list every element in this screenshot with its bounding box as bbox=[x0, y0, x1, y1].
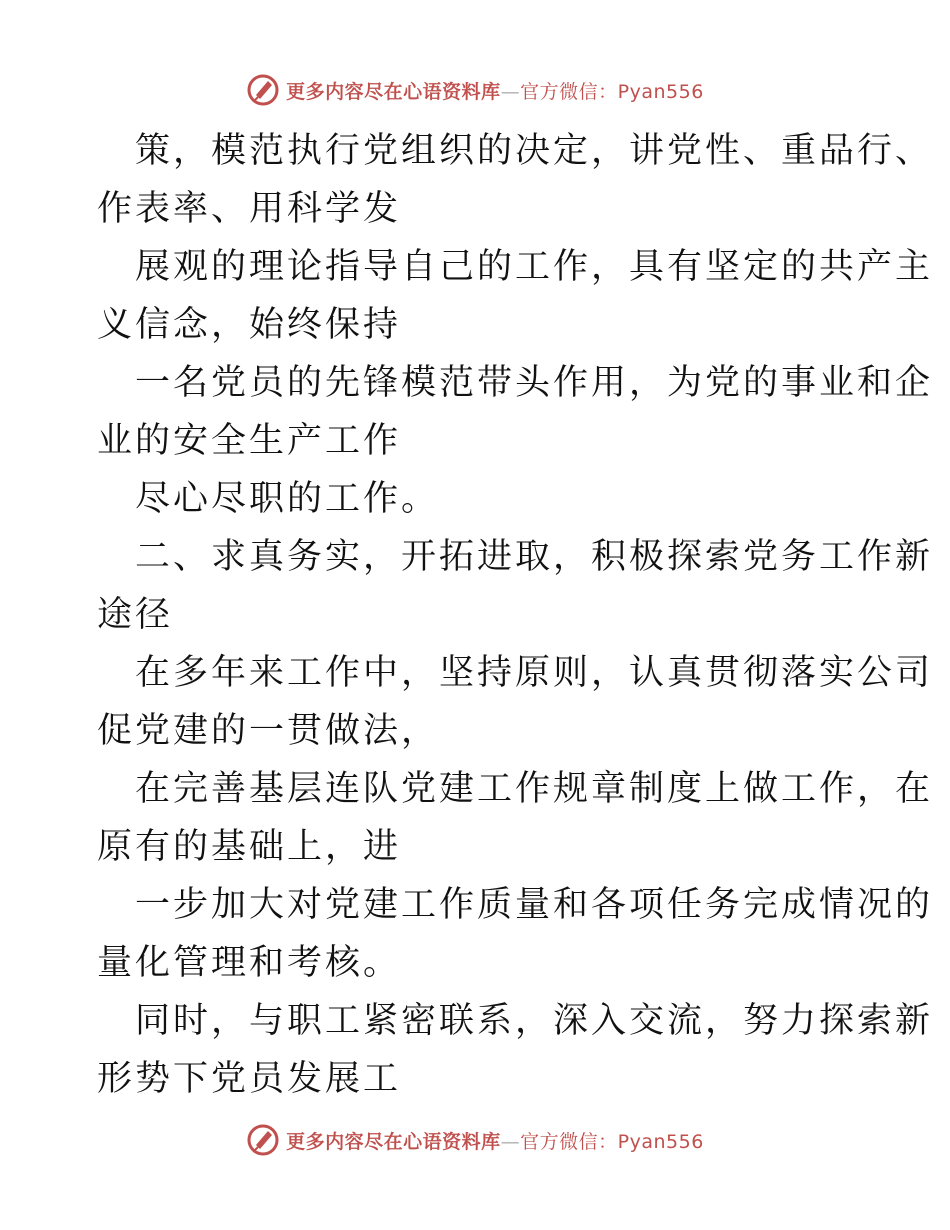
text-line: 一名党员的先锋模范带头作用，为党的事业和企 bbox=[135, 363, 934, 403]
text-line: 展观的理论指导自己的工作，具有坚定的共产主 bbox=[135, 247, 934, 287]
watermark-dash: — bbox=[500, 80, 521, 103]
watermark-text bbox=[286, 1127, 704, 1154]
text-line: 二、求真务实，开拓进取，积极探索党务工作新 bbox=[135, 537, 934, 577]
watermark-dash: — bbox=[500, 1130, 521, 1153]
watermark-main: 更多内容尽在心语资料库 bbox=[286, 1130, 501, 1153]
text-line: 策，模范执行党组织的决定，讲党性、重品行、 bbox=[135, 131, 934, 171]
watermark-contact: 官方微信：Pyan556 bbox=[520, 80, 704, 103]
text-line: 在完善基层连队党建工作规章制度上做工作，在 bbox=[135, 769, 934, 809]
watermark-contact: 官方微信：Pyan556 bbox=[520, 1130, 704, 1153]
watermark-main: 更多内容尽在心语资料库 bbox=[286, 80, 501, 103]
text-line: 作表率、用科学发 bbox=[97, 189, 402, 229]
text-line: 在多年来工作中，坚持原则，认真贯彻落实公司 bbox=[135, 653, 934, 693]
footer-watermark bbox=[0, 1120, 950, 1160]
text-line: 一步加大对党建工作质量和各项任务完成情况的 bbox=[135, 885, 934, 925]
text-line: 尽心尽职的工作。 bbox=[135, 479, 440, 519]
text-line: 途径 bbox=[97, 595, 174, 635]
text-line: 同时，与职工紧密联系，深入交流，努力探索新 bbox=[135, 1001, 934, 1041]
text-line: 原有的基础上，进 bbox=[97, 827, 402, 867]
text-line: 形势下党员发展工 bbox=[97, 1059, 402, 1099]
watermark-text bbox=[286, 77, 704, 104]
text-line: 促党建的一贯做法， bbox=[97, 711, 440, 751]
text-line: 量化管理和考核。 bbox=[97, 943, 402, 983]
text-line: 义信念，始终保持 bbox=[97, 305, 402, 345]
logo-icon bbox=[246, 1123, 280, 1157]
document-body bbox=[97, 122, 934, 1108]
header-watermark bbox=[0, 70, 950, 110]
text-line: 业的安全生产工作 bbox=[97, 421, 402, 461]
logo-icon bbox=[246, 73, 280, 107]
